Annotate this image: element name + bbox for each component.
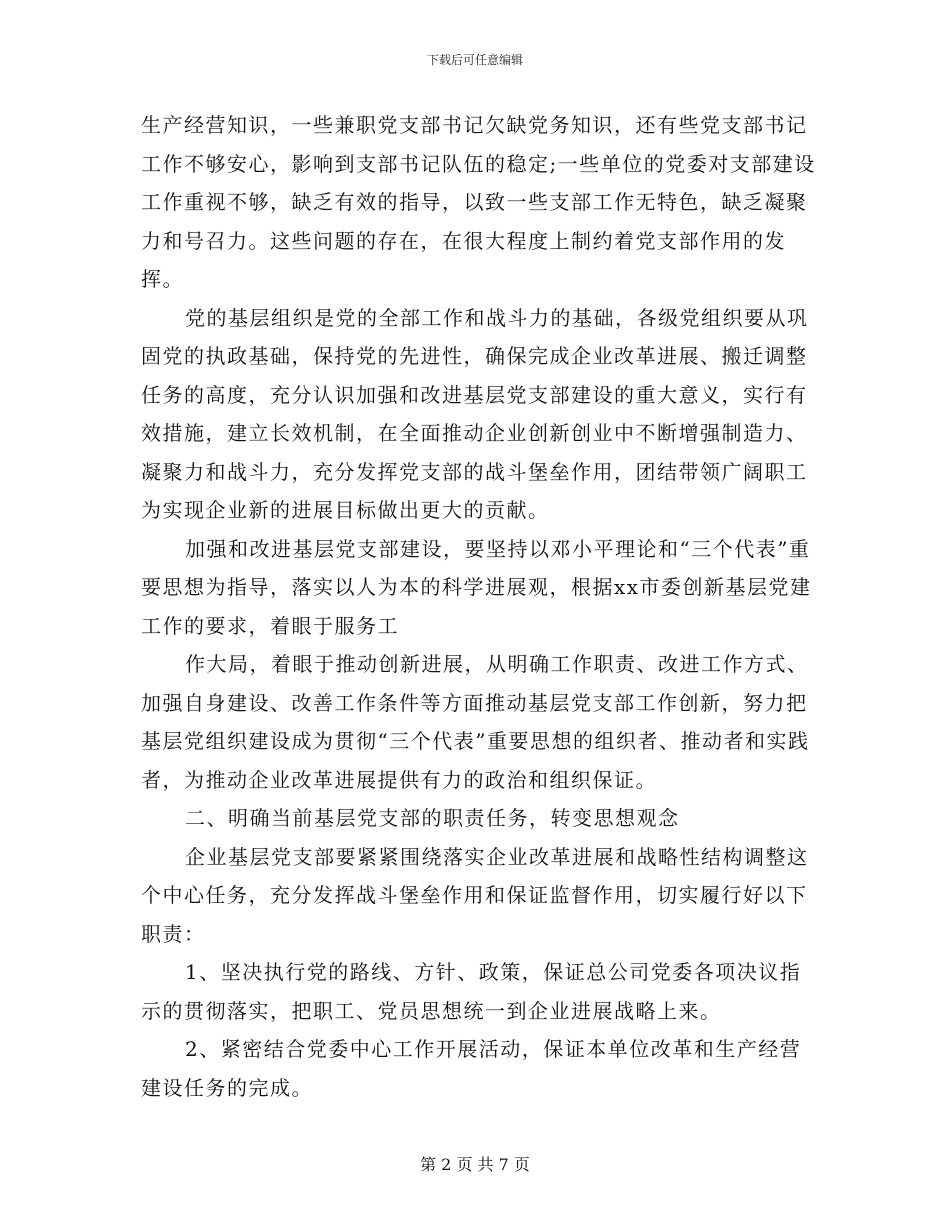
page-header: 下载后可任意编辑 bbox=[426, 53, 523, 67]
page-number: 第 2 页 共 7 页 bbox=[420, 1155, 530, 1174]
paragraph-continuation: 生产经营知识，一些兼职党支部书记欠缺党务知识，还有些党支部书记工作不够安心，影响到支部书记队伍的稳定;一些单位的党委对支部建设工作重视不够，缺乏有效的指导，以致一些支部工作无特色，缺乏凝聚力和号召力。这些问题的存在，在很大程度上制约着党支部作用的发挥。 bbox=[141, 113, 816, 291]
section-heading-duties: 二、明确当前基层党支部的职责任务，转变思想观念 bbox=[185, 806, 680, 830]
list-item-duty-1: 1、坚决执行党的路线、方针、政策，保证总公司党委各项决议指示的贯彻落实，把职工、党员思想统一到企业进展战略上来。 bbox=[141, 960, 802, 1023]
document-body bbox=[141, 106, 821, 1107]
paragraph-basic-organization: 党的基层组织是党的全部工作和战斗力的基础，各级党组织要从巩固党的执政基础，保持党的先进性，确保完成企业改革进展、搬迁调整任务的高度，充分认识加强和改进基层党支部建设的重大意义，实行有效措施，建立长效机制，在全面推动企业创新创业中不断增强制造力、凝聚力和战斗力，充分发挥党支部的战斗堡垒作用，团结带领广阔职工为实现企业新的进展目标做出更大的贡献。 bbox=[141, 305, 809, 522]
list-item-duty-2: 2、紧密结合党委中心工作开展活动，保证本单位改革和生产经营建设任务的完成。 bbox=[141, 1037, 802, 1100]
paragraph-duties-intro: 企业基层党支部要紧紧围绕落实企业改革进展和战略性结构调整这个中心任务，充分发挥战斗堡垒作用和保证监督作用，切实履行好以下职责： bbox=[141, 844, 809, 946]
paragraph-overall-situation: 作大局，着眼于推动创新进展，从明确工作职责、改进工作方式、加强自身建设、改善工作条件等方面推动基层党支部工作创新，努力把基层党组织建设成为贯彻“三个代表”重要思想的组织者、推动者和实践者，为推动企业改革进展提供有力的政治和组织保证。 bbox=[141, 652, 810, 792]
paragraph-strengthen-improve: 加强和改进基层党支部建设，要坚持以邓小平理论和“三个代表”重要思想为指导，落实以人为本的科学进展观，根据xx市委创新基层党建工作的要求，着眼于服务工 bbox=[141, 536, 812, 638]
